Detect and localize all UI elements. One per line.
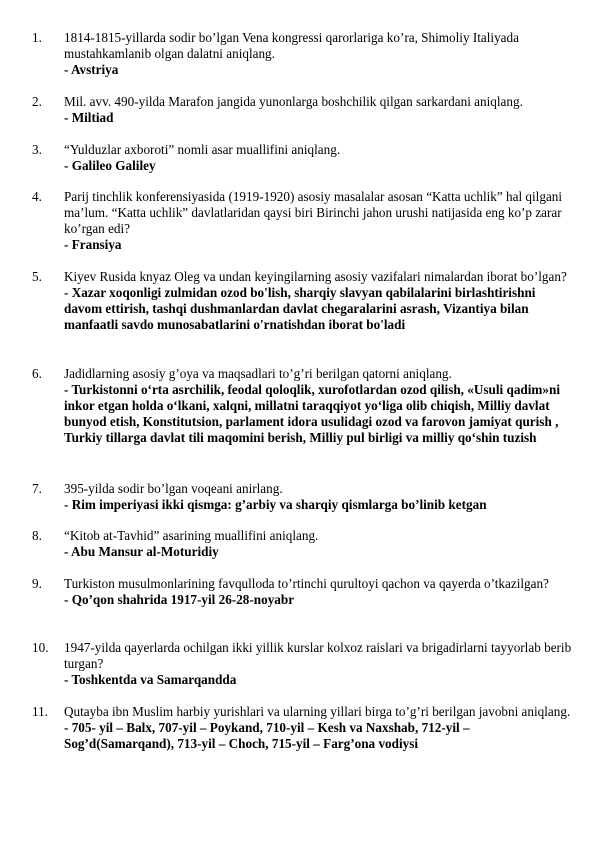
question-number: 6. [32, 366, 42, 381]
answer-text: - Avstriya [64, 62, 119, 77]
question-text: 395-yilda sodir bo’lgan voqeani anirlang. [64, 481, 283, 496]
question-number: 1. [32, 30, 42, 45]
answer-text: - 705- yil – Balx, 707-yil – Poykand, 710-yil – Kesh va Naxshab, 712-yil – Sog’d(Samarqand), 713-yil – Choch, 715-yil – Farg’ona vodiysi [64, 720, 470, 751]
answer-text: - Toshkentda va Samarqandda [64, 672, 237, 687]
question-number: 10. [32, 640, 49, 655]
answer-text: - Xazar xoqonligi zulmidan ozod bo'lish, sharqiy slavyan qabilalarini birlashtirishni davom ettirish, tashqi dushmanlardan davlat chegaralarini asrash, Vizantiya bilan manfaatli savdo munosabatlarini o'rnatishdan iborat bo'ladi [64, 285, 536, 332]
question-number: 3. [32, 142, 42, 157]
question-number: 7. [32, 481, 42, 496]
answer-text: - Qo’qon shahrida 1917-yil 26-28-noyabr [64, 592, 295, 607]
question-text: Jadidlarning asosiy g’oya va maqsadlari to’g’ri berilgan qatorni aniqlang. [64, 366, 452, 381]
question-number: 4. [32, 189, 42, 204]
answer-text: - Rim imperiyasi ikki qismga: g’arbiy va sharqiy qismlarga bo’linib ketgan [64, 497, 487, 512]
question-number: 2. [32, 94, 42, 109]
question-text: “Yulduzlar axboroti” nomli asar muallifini aniqlang. [64, 142, 341, 157]
question-text: Parij tinchlik konferensiyasida (1919-1920) asosiy masalalar asosan “Katta uchlik” hal qilgani ma’lum. “Katta uchlik” davlatlaridan qaysi biri Birinchi jahon urushi natijasida eng ko’p zarar ko’rgan edi? [64, 189, 563, 236]
question-text: Mil. avv. 490-yilda Marafon jangida yunonlarga boshchilik qilgan sarkardani aniqlang. [64, 94, 523, 109]
question-number: 11. [32, 704, 48, 719]
question-text: Kiyev Rusida knyaz Oleg va undan keyingilarning asosiy vazifalari nimalardan iborat bo’lgan? [64, 269, 567, 284]
question-text: Qutayba ibn Muslim harbiy yurishlari va ularning yillari birga to’g’ri berilgan javobni aniqlang. [64, 704, 571, 719]
question-number: 8. [32, 528, 42, 543]
answer-text: - Galileo Galiley [64, 158, 156, 173]
question-number: 5. [32, 269, 42, 284]
question-number: 9. [32, 576, 42, 591]
question-text: Turkiston musulmonlarining favqulloda to’rtinchi qurultoyi qachon va qayerda o’tkazilgan? [64, 576, 549, 591]
answer-text: - Miltiad [64, 110, 114, 125]
question-text: “Kitob at-Tavhid” asarining muallifini aniqlang. [64, 528, 319, 543]
question-text: 1814-1815-yillarda sodir bo’lgan Vena kongressi qarorlariga ko’ra, Shimoliy Italiyada mustahkamlanib olgan dalatni aniqlang. [64, 30, 519, 61]
question-text: 1947-yilda qayerlarda ochilgan ikki yillik kurslar kolxoz raislari va brigadirlarni tayyorlab berib turgan? [64, 640, 572, 671]
answer-text: - Turkistonni o‘rta asrchilik, feodal qoloqlik, xurofotlardan ozod qilish, «Usuli qadim»ni inkor etgan holda o‘lkani, xalqni, millatni taraqqiyot yo‘liga olib chiqish, Milliy davlat bunyod etish, Konstitutsion, parlament idora usulidagi ozod va farovon jamiyat qurish , Turkiy tillarga davlat tili maqomini berish, Milliy pul birligi va milliy qo‘shin tuzish [64, 382, 560, 445]
answer-text: - Fransiya [64, 237, 122, 252]
answer-text: - Abu Mansur al-Moturidiy [64, 544, 219, 559]
